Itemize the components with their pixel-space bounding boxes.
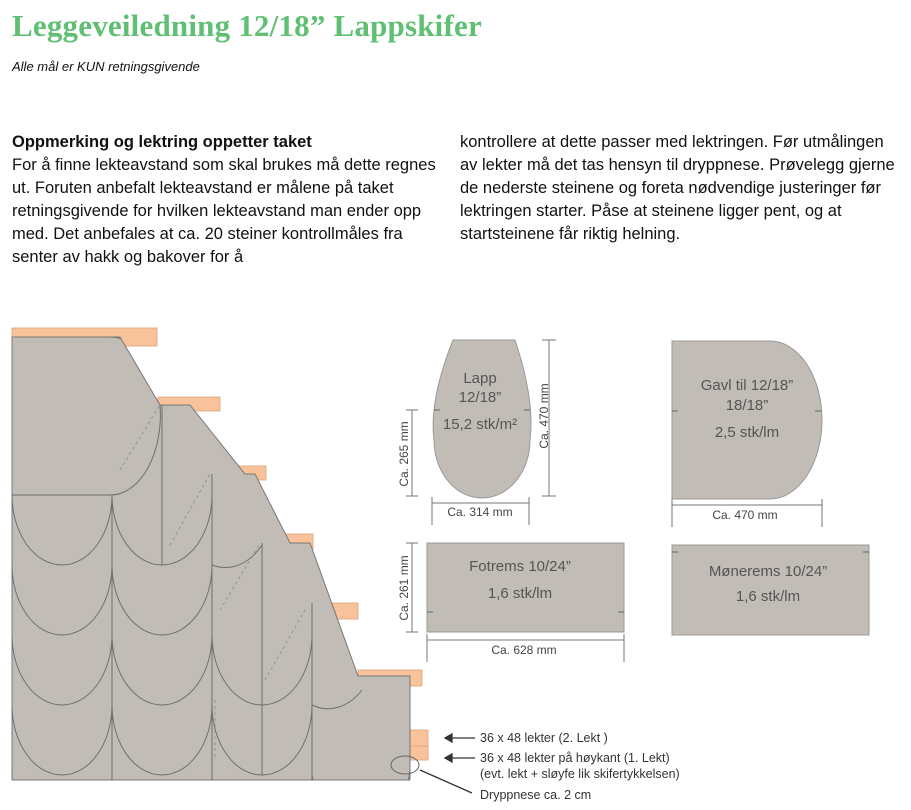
- annotation-lekt-note: (evt. lekt + sløyfe lik skifertykkelsen): [480, 767, 680, 781]
- gavl-rate: 2,5 stk/lm: [714, 424, 780, 441]
- monerems-name: Mønerems 10/24”: [708, 563, 828, 580]
- annotation-drip: Dryppnese ca. 2 cm: [480, 788, 592, 802]
- lapp-name: Lapp: [463, 370, 497, 387]
- fotrems-rate: 1,6 stk/lm: [487, 585, 553, 602]
- lapp-height: Ca. 470 mm: [537, 383, 551, 449]
- lapp-rate: 15,2 stk/m²: [442, 416, 518, 433]
- gavl-width: Ca. 470 mm: [712, 508, 778, 522]
- fotrems-name: Fotrems 10/24”: [469, 558, 571, 575]
- body-text-left: For å finne lekteavstand som skal brukes må dette regnes ut. Foruten anbefalt lekteavstand er målene på taket retningsgivende for hvilken lekteavstand man ender opp med. Det anbefales at ca. 20 steiner kontrollmåles fra senter av hakk og bakover for å: [12, 156, 436, 266]
- page-title: Leggeveiledning 12/18” Lappskifer: [12, 8, 482, 43]
- page-subtitle: Alle mål er KUN retningsgivende: [12, 59, 200, 74]
- fotrems-width: Ca. 628 mm: [491, 643, 557, 657]
- tile-fotrems: [397, 543, 624, 662]
- tile-monerems: [672, 545, 869, 635]
- gavl-name: Gavl til 12/18”: [700, 377, 794, 394]
- fotrems-height: Ca. 261 mm: [397, 555, 411, 621]
- lapp-width: Ca. 314 mm: [447, 505, 513, 519]
- gavl-size: 18/18”: [725, 397, 769, 414]
- tile-lapp: [397, 340, 556, 525]
- body-text-right: kontrollere at dette passer med lektringen. Før utmålingen av lekter må det tas hensyn til dryppnese. Prøvelegg gjerne de nederste steinene og foreta nødvendige justeringer før lektringen starter. Påse at steinene ligger pent, og at startsteinene får riktig helning.: [460, 133, 895, 243]
- lapp-size: 12/18”: [458, 389, 502, 406]
- annotation-lekt2: 36 x 48 lekter (2. Lekt ): [480, 731, 608, 745]
- lapp-side: Ca. 265 mm: [397, 421, 411, 487]
- annotation-lekt1: 36 x 48 lekter på høykant (1. Lekt): [480, 751, 670, 765]
- tile-gavl: [672, 341, 822, 527]
- monerems-rate: 1,6 stk/lm: [735, 588, 801, 605]
- section-heading: Oppmerking og lektring oppetter taket: [12, 133, 312, 151]
